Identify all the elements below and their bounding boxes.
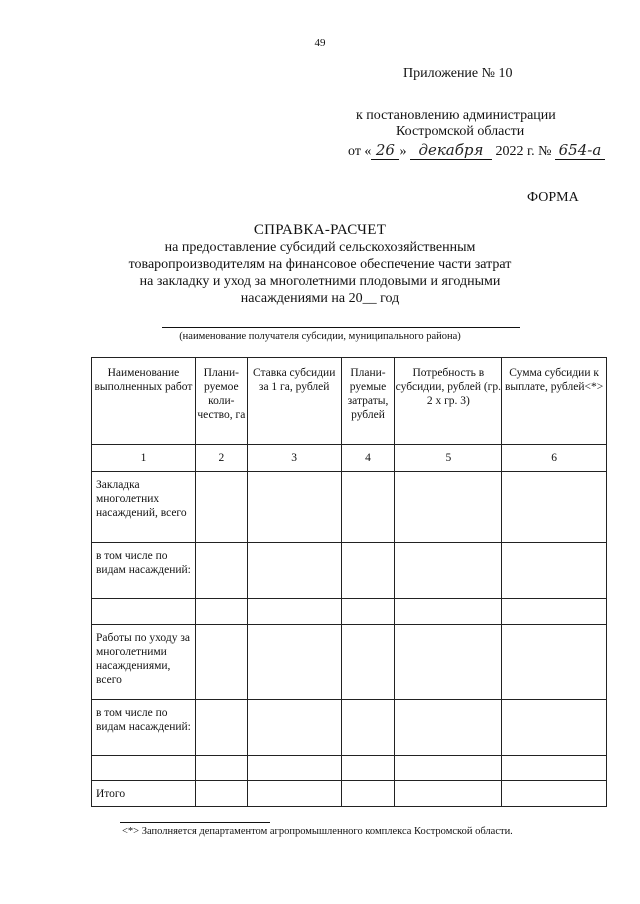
table-cell[interactable] [341, 700, 395, 756]
table-cell[interactable] [341, 781, 395, 807]
header-subsidy-need: Потребность в субсидии, рублей (гр. 2 x гр. 3) [395, 358, 502, 445]
decree-line-1: к постановлению администрации [356, 108, 556, 123]
col-number: 1 [92, 445, 196, 472]
table-cell[interactable] [395, 599, 502, 625]
table-cell[interactable] [502, 543, 607, 599]
table-cell[interactable] [502, 599, 607, 625]
col-number: 6 [502, 445, 607, 472]
decree-number-handwritten: 654-а [555, 141, 605, 160]
table-cell[interactable] [247, 543, 341, 599]
table-cell[interactable] [247, 781, 341, 807]
header-rate: Ставка субсидии за 1 га, рублей [247, 358, 341, 445]
table-cell[interactable] [341, 543, 395, 599]
title-line-4: насаждениями на 20__ год [240, 291, 400, 306]
table-header-row [92, 358, 607, 445]
table-cell[interactable] [247, 625, 341, 700]
table-cell[interactable] [341, 599, 395, 625]
decree-year: 2022 г. № [495, 144, 552, 159]
table-cell[interactable] [247, 756, 341, 781]
header-subsidy-payable: Сумма субсидии к выплате, рублей<*> [502, 358, 607, 445]
table-row [92, 472, 607, 543]
table-cell[interactable] [502, 625, 607, 700]
col-number: 5 [395, 445, 502, 472]
table-cell[interactable] [502, 756, 607, 781]
table-row [92, 625, 607, 700]
row-label-total: Итого [92, 781, 196, 807]
document-title [90, 222, 550, 307]
table-row [92, 756, 607, 781]
table-cell[interactable] [247, 599, 341, 625]
table-row [92, 700, 607, 756]
col-number: 4 [341, 445, 395, 472]
row-label: Закладка многолетних насаждений, всего [92, 472, 196, 543]
form-label: ФОРМА [527, 190, 579, 205]
table-cell[interactable] [395, 625, 502, 700]
table-cell[interactable] [341, 625, 395, 700]
decree-date-line [348, 141, 605, 160]
table-cell[interactable] [195, 625, 247, 700]
row-label: в том числе по видам насаждений: [92, 700, 196, 756]
table-row [92, 543, 607, 599]
table-cell[interactable] [195, 700, 247, 756]
table-row [92, 599, 607, 625]
table-cell[interactable] [341, 472, 395, 543]
table-cell[interactable] [395, 781, 502, 807]
page-number: 49 [314, 37, 326, 49]
table-cell[interactable] [502, 472, 607, 543]
decree-day-close: » [399, 144, 407, 159]
table-cell[interactable] [195, 756, 247, 781]
title-main: СПРАВКА-РАСЧЕТ [253, 222, 387, 238]
table-cell[interactable] [395, 756, 502, 781]
table-cell[interactable] [195, 472, 247, 543]
title-line-3: на закладку и уход за многолетними плодовыми и ягодными [139, 274, 501, 289]
table-cell[interactable] [341, 756, 395, 781]
footnote-divider [120, 822, 270, 823]
row-label: в том числе по видам насаждений: [92, 543, 196, 599]
table-cell[interactable] [247, 472, 341, 543]
table-row-total [92, 781, 607, 807]
table-cell[interactable] [247, 700, 341, 756]
table-cell[interactable] [502, 781, 607, 807]
title-line-2: товаропроизводителям на финансовое обеспечение части затрат [128, 257, 512, 272]
table-cell[interactable] [195, 781, 247, 807]
col-number: 3 [247, 445, 341, 472]
table-cell[interactable] [195, 599, 247, 625]
row-label: Работы по уходу за многолетними насаждениями, всего [92, 625, 196, 700]
header-work-name: Наименование выполненных работ [92, 358, 196, 445]
table-cell[interactable] [395, 700, 502, 756]
col-number: 2 [195, 445, 247, 472]
decree-prefix: от « [348, 144, 372, 159]
table-cell[interactable] [395, 472, 502, 543]
table-cell[interactable] [502, 700, 607, 756]
subsidy-calculation-table [91, 357, 607, 807]
header-planned-area: Плани-руемое коли-чество, га [195, 358, 247, 445]
decree-day-handwritten: 26 [371, 141, 399, 160]
row-label [92, 599, 196, 625]
recipient-blank-line[interactable] [162, 327, 520, 328]
decree-month-handwritten: декабря [410, 141, 492, 160]
row-label [92, 756, 196, 781]
column-number-row [92, 445, 607, 472]
footnote: <*> Заполняется департаментом агропромышленного комплекса Костромской области. [122, 826, 513, 837]
title-line-1: на предоставление субсидий сельскохозяйственным [164, 240, 476, 255]
table-cell[interactable] [395, 543, 502, 599]
decree-line-2: Костромской области [396, 124, 525, 139]
recipient-caption: (наименование получателя субсидии, муниципального района) [179, 331, 461, 342]
header-planned-costs: Плани-руемые затраты, рублей [341, 358, 395, 445]
appendix-title: Приложение № 10 [403, 66, 513, 81]
table-cell[interactable] [195, 543, 247, 599]
